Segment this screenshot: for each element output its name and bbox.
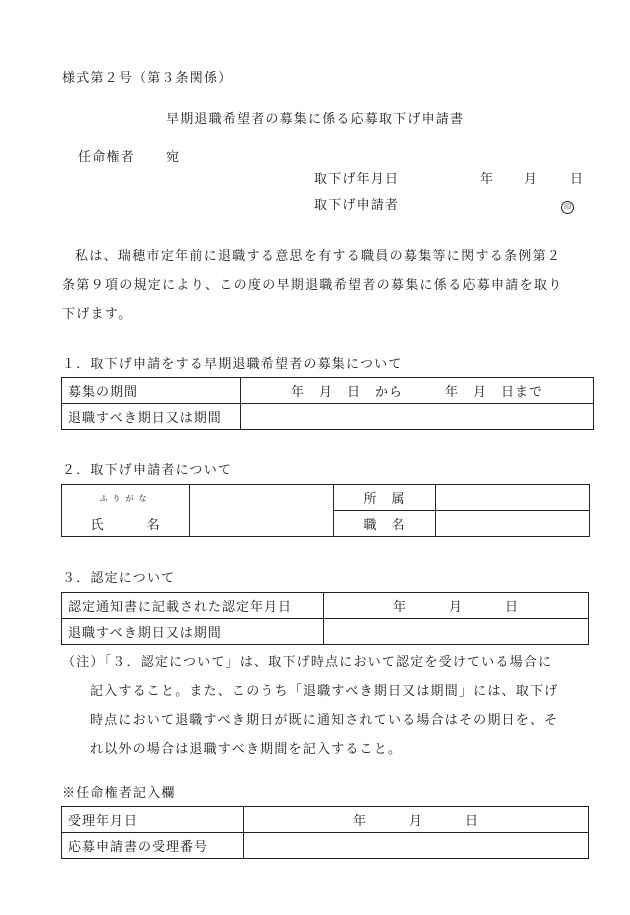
receipt-date-label: 受理年月日 bbox=[62, 807, 244, 833]
form-number: 様式第２号（第３条関係） bbox=[62, 71, 233, 86]
body-paragraph bbox=[62, 242, 590, 329]
receipt-number-label: 応募申請書の受理番号 bbox=[62, 833, 244, 859]
retirement-date-label: 退職すべき期日又は期間 bbox=[62, 404, 241, 430]
withdrawal-date-month: 月 bbox=[524, 172, 538, 187]
receipt-number-value[interactable] bbox=[244, 833, 589, 859]
furigana-label: ふりがな bbox=[62, 485, 190, 511]
note-line: （注）「３．認定について」は、取下げ時点において認定を受けている場合に bbox=[62, 655, 553, 670]
seal-icon: 印 bbox=[561, 201, 574, 214]
certification-table bbox=[61, 592, 589, 645]
body-line: 私は、瑞穂市定年前に退職する意思を有する職員の募集等に関する条例第２ bbox=[75, 249, 562, 264]
note-line: 時点において退職すべき期日が既に通知されている場合はその期日を、そ bbox=[90, 713, 559, 728]
withdrawal-date-day: 日 bbox=[570, 172, 584, 187]
certification-date-label: 認定通知書に記載された認定年月日 bbox=[62, 593, 324, 619]
seal-mark bbox=[561, 199, 574, 214]
note-block bbox=[62, 648, 592, 764]
addressee-suffix: 宛 bbox=[166, 150, 180, 165]
withdrawal-date-year: 年 bbox=[480, 172, 494, 187]
retirement-date-value[interactable] bbox=[241, 404, 594, 430]
withdrawal-date-label: 取下げ年月日 bbox=[314, 172, 400, 187]
receipt-table bbox=[61, 806, 589, 859]
recruitment-table bbox=[61, 377, 594, 430]
note-line: れ以外の場合は退職すべき期間を記入すること。 bbox=[90, 742, 403, 757]
certification-date-value[interactable]: 年 月 日 bbox=[324, 593, 589, 619]
document-title: 早期退職希望者の募集に係る応募取下げ申請書 bbox=[166, 112, 465, 127]
certification-retirement-value[interactable] bbox=[324, 619, 589, 645]
section4-heading: ※任命権者記入欄 bbox=[62, 786, 176, 801]
note-line: 記入すること。また、このうち「退職すべき期日又は期間」には、取下げ bbox=[90, 684, 559, 699]
affiliation-value[interactable] bbox=[436, 485, 590, 511]
applicant-label: 取下げ申請者 bbox=[314, 198, 400, 213]
section3-heading: ３．認定について bbox=[62, 571, 176, 586]
receipt-date-value[interactable]: 年 月 日 bbox=[244, 807, 589, 833]
position-label: 職 名 bbox=[334, 511, 436, 537]
addressee-label: 任命権者 bbox=[78, 150, 135, 165]
body-line: 条第９項の規定により、この度の早期退職希望者の募集に係る応募申請を取り bbox=[62, 278, 563, 293]
position-value[interactable] bbox=[436, 511, 590, 537]
affiliation-label: 所 属 bbox=[334, 485, 436, 511]
name-value[interactable] bbox=[190, 485, 334, 537]
section2-heading: ２．取下げ申請者について bbox=[62, 463, 233, 478]
section1-heading: １．取下げ申請をする早期退職希望者の募集について bbox=[62, 357, 403, 372]
name-label: 氏 名 bbox=[62, 511, 190, 537]
body-line: 下げます。 bbox=[62, 307, 133, 322]
recruitment-period-value[interactable]: 年 月 日 から 年 月 日まで bbox=[241, 378, 594, 404]
applicant-table bbox=[61, 484, 590, 537]
recruitment-period-label: 募集の期間 bbox=[62, 378, 241, 404]
certification-retirement-label: 退職すべき期日又は期間 bbox=[62, 619, 324, 645]
